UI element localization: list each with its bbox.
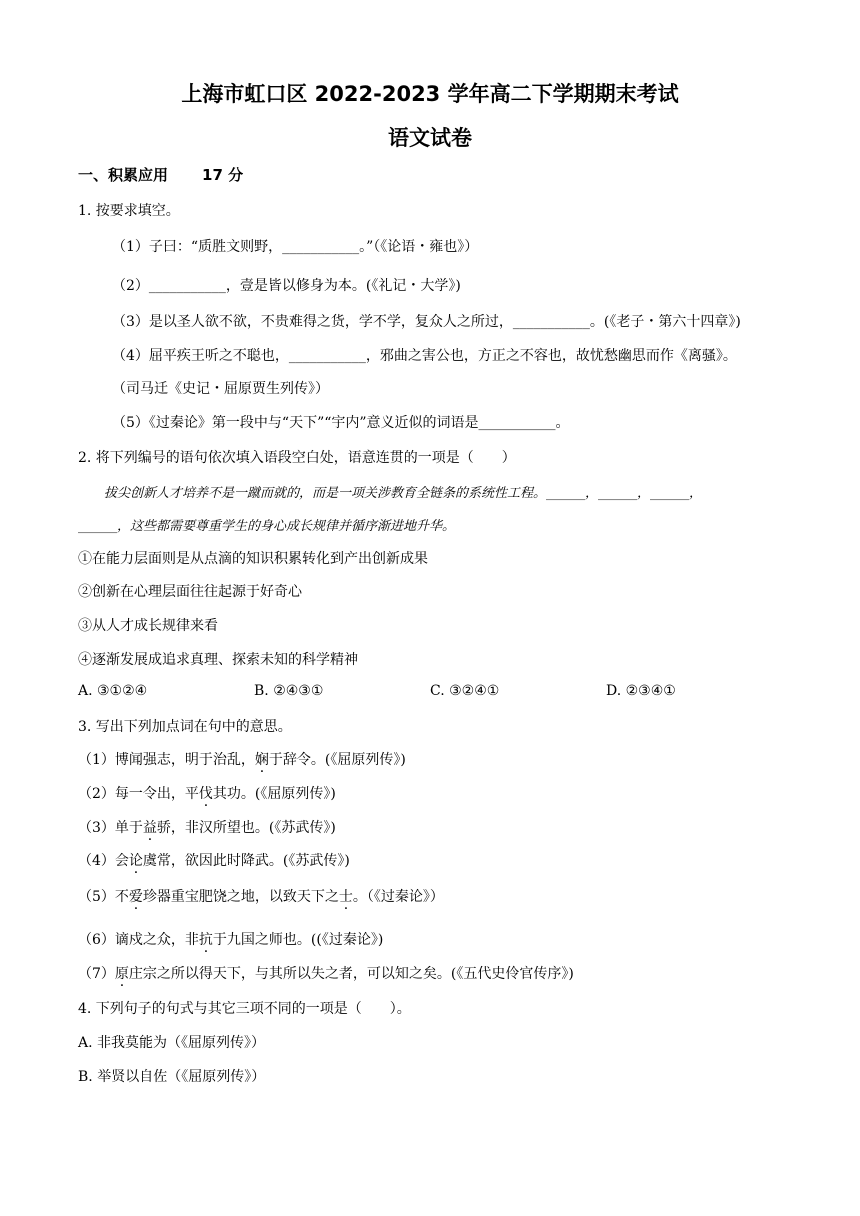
section-heading: [78, 164, 243, 185]
q3-item-6: （6）谪戍之众，非抗于九国之师也。((《过秦论》): [78, 932, 384, 948]
q2-option-d[interactable]: D. ②③④①: [606, 683, 676, 699]
q1-item-3: （3）是以圣人欲不欲，不贵难得之货，学不学，复众人之所过，___________。(《老子・第六十四章》): [112, 314, 741, 330]
q1-item-5: （5）《过秦论》第一段中与“天下”“宇内”意义近似的词语是___________。: [112, 415, 570, 431]
q2-sentence-3: ③从人才成长规律来看: [78, 618, 218, 634]
q2-passage-line-2: ______，这些都需要尊重学生的身心成长规律并循序渐进地升华。: [78, 519, 456, 534]
q2-option-c[interactable]: C. ③②④①: [430, 683, 500, 699]
q1-item-4: （4）屈平疾王听之不聪也，___________，邪曲之害公也，方正之不容也，故忧愁幽思而作《离骚》。: [112, 348, 737, 364]
q3-item-2: （2）每一令出，平伐其功。(《屈原列传》): [78, 786, 336, 802]
q2-passage-line-1: 拔尖创新人才培养不是一蹴而就的，而是一项关涉教育全链条的系统性工程。______，______，______，: [104, 486, 703, 501]
q3-item-7: （7）原庄宗之所以得天下，与其所以失之者，可以知之矣。(《五代史伶官传序》): [78, 966, 574, 982]
q3-stem: 3. 写出下列加点词在句中的意思。: [78, 719, 292, 735]
q3-item-5: （5）不爱珍器重宝肥饶之地，以致天下之士。（《过秦论》）: [78, 889, 444, 905]
q4-option-a[interactable]: A. 非我莫能为（《屈原列传》）: [78, 1035, 266, 1051]
section-score: 17 分: [202, 166, 244, 184]
q4-option-b[interactable]: B. 举贤以自佐（《屈原列传》）: [78, 1069, 266, 1085]
section-title: 一、积累应用: [78, 166, 169, 184]
q2-sentence-4: ④逐渐发展成追求真理、探索未知的科学精神: [78, 652, 358, 668]
q3-item-3: （3）单于益骄，非汉所望也。(《苏武传》): [78, 820, 336, 836]
q1-stem: 1. 按要求填空。: [78, 203, 180, 219]
exam-title: 上海市虹口区 2022-2023 学年高二下学期期末考试: [181, 82, 679, 106]
q1-item-2: （2）___________，壹是皆以修身为本。(《礼记・大学》): [112, 278, 461, 294]
q2-sentence-2: ②创新在心理层面往往起源于好奇心: [78, 584, 302, 600]
exam-subtitle: 语文试卷: [388, 126, 472, 150]
q1-item-1: （1）子曰：“质胜文则野，___________。”（《论语・雍也》）: [112, 239, 479, 255]
q2-option-b[interactable]: B. ②④③①: [254, 683, 324, 699]
q3-item-4: （4）会论虞常，欲因此时降武。(《苏武传》): [78, 853, 350, 869]
q3-item-1: （1）博闻强志，明于治乱，娴于辞令。(《屈原列传》): [78, 752, 406, 768]
q2-sentence-1: ①在能力层面则是从点滴的知识积累转化到产出创新成果: [78, 551, 428, 567]
q1-item-4-source: （司马迁《史记・屈原贾生列传》）: [112, 381, 329, 397]
q4-stem: 4. 下列句子的句式与其它三项不同的一项是（ ）。: [78, 1001, 411, 1017]
q2-option-a[interactable]: A. ③①②④: [78, 683, 148, 699]
q2-stem: 2. 将下列编号的语句依次填入语段空白处，语意连贯的一项是（ ）: [78, 450, 516, 466]
